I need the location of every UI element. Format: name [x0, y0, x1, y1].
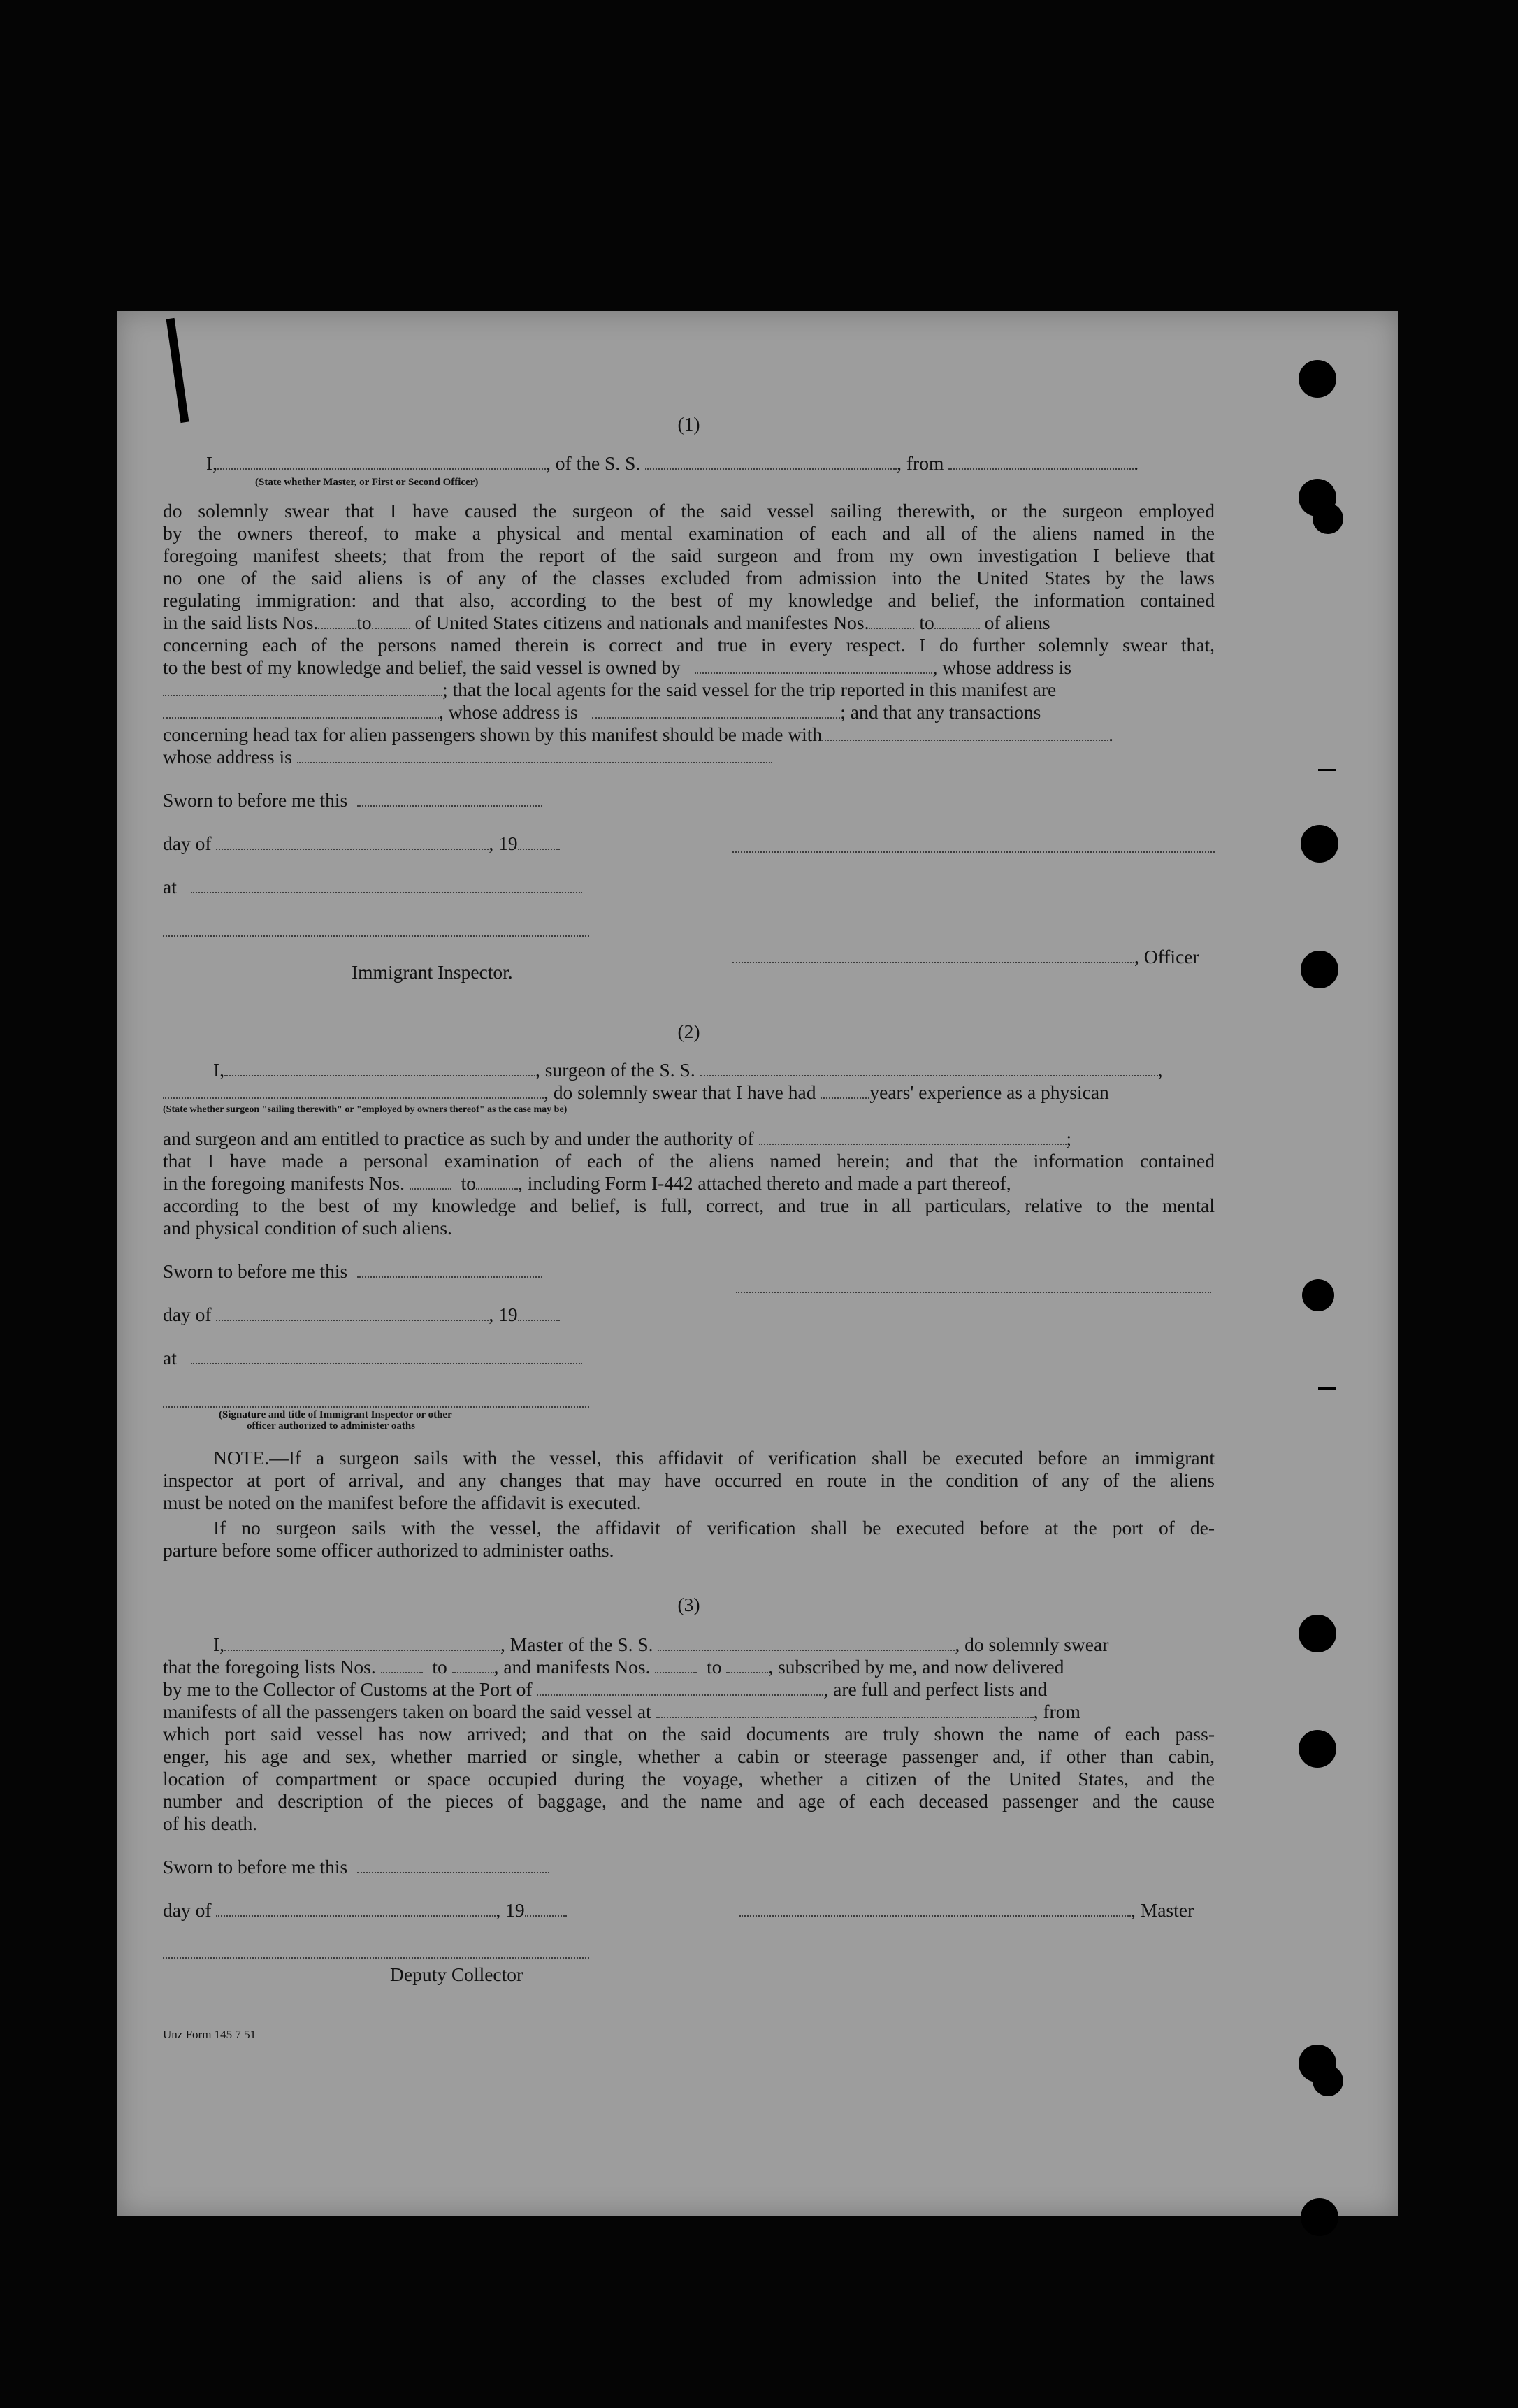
sec1-para-line: do solemnly swear that I have caused the surgeon of the said vessel sailing therewith, or the surgeon employed	[163, 500, 1215, 521]
master-signature-field[interactable]	[739, 1903, 1131, 1917]
agents-address-field[interactable]	[592, 705, 840, 719]
sec2-para-line: and surgeon and am entitled to practice as such by and under the authority of ;	[163, 1127, 1072, 1149]
punch-hole	[1313, 2065, 1343, 2096]
sec2-para-line: that I have made a personal examination of each of the aliens named herein; and that the information contained	[163, 1150, 1215, 1171]
sec3-day-line: day of , 19	[163, 1899, 1215, 1922]
deputy-signature-field[interactable]	[163, 1945, 589, 1959]
sec2-signature-line[interactable]	[736, 1276, 1211, 1298]
sec3-master-line: , Master	[739, 1899, 1194, 1922]
punch-hole	[1302, 1279, 1334, 1311]
inspector-signature-field[interactable]	[163, 1394, 589, 1408]
punch-hole	[1299, 1615, 1336, 1652]
sec3-para-line: number and description of the pieces of baggage, and the name and age of each deceased passenger and the cause	[163, 1790, 1215, 1812]
sec1-para-line: no one of the said aliens is of any of the classes excluded from admission into the United States by the laws	[163, 567, 1215, 589]
sec1-para-line: to the best of my knowledge and belief, the said vessel is owned by , whose address is	[163, 656, 1072, 678]
sec3-para-line: of his death.	[163, 1812, 258, 1834]
sec1-sworn-line: Sworn to before me this	[163, 789, 1215, 812]
note-line: must be noted on the manifest before the affidavit is executed.	[163, 1492, 642, 1513]
sec2-line-2: , do solemnly swear that I have had years' experience as a physican	[163, 1081, 1215, 1104]
year-field[interactable]	[518, 836, 560, 850]
day-field[interactable]	[216, 836, 489, 850]
manifests-to-field[interactable]	[934, 615, 980, 629]
sec1-line-1: I, , of the S. S. , from .	[206, 452, 1139, 474]
sec2-para-line: according to the best of my knowledge and belief, is full, correct, and true in all particulars, relative to the mental	[163, 1195, 1215, 1216]
sec1-para-line: ; that the local agents for the said vessel for the trip reported in this manifest are	[163, 679, 1215, 701]
form-page	[117, 311, 1398, 2216]
inspector-signature-field[interactable]	[163, 923, 589, 937]
master-vessel-field[interactable]	[658, 1637, 955, 1651]
sec1-para-line: concerning each of the persons named therein is correct and true in every respect. I do further solemnly swear that,	[163, 634, 1215, 656]
sec3-line-1: I, , Master of the S. S. , do solemnly swear	[213, 1634, 1109, 1655]
section-2-number: (2)	[677, 1021, 700, 1042]
edge-dash-mark	[1318, 769, 1336, 771]
surgeon-name-field[interactable]	[224, 1062, 535, 1076]
manifests-from-field[interactable]	[869, 615, 914, 629]
punch-hole	[1301, 951, 1338, 988]
manifests-to-field[interactable]	[476, 1176, 518, 1190]
owner-address-field[interactable]	[163, 682, 442, 696]
edge-dash-mark	[1318, 1387, 1336, 1390]
lists-to-field[interactable]	[452, 1659, 494, 1673]
manifests-from-field[interactable]	[410, 1176, 451, 1190]
sworn-date-field[interactable]	[357, 1264, 542, 1278]
agents-field[interactable]	[163, 705, 439, 719]
sec2-para-line: and physical condition of such aliens.	[163, 1217, 452, 1239]
from-port-field[interactable]	[948, 456, 1134, 470]
sec1-at-line: at	[163, 876, 1215, 898]
note-line: parture before some officer authorized to administer oaths.	[163, 1539, 614, 1561]
sec2-sig-note-2: officer authorized to administer oaths	[247, 1420, 416, 1432]
sec1-para-line: foregoing manifest sheets; that from the report of the said surgeon and from my own investigation I believe that	[163, 545, 1215, 566]
owner-field[interactable]	[695, 660, 932, 674]
note-line: NOTE.—If a surgeon sails with the vessel, this affidavit of verification shall be executed before an immigrant	[213, 1447, 1215, 1469]
sec2-status-note: (State whether surgeon "sailing therewith" or "employed by owners thereof" as the case may be)	[163, 1104, 568, 1115]
at-field[interactable]	[191, 879, 582, 893]
sec3-para-line: enger, his age and sex, whether married or single, whether a cabin or steerage passenger and, if other than cabin,	[163, 1745, 1215, 1767]
form-footer: Unz Form 145 7 51	[163, 2028, 256, 2041]
sec2-sworn-line: Sworn to before me this	[163, 1260, 1215, 1283]
sec3-para-line: which port said vessel has now arrived; and that on the said documents are truly shown the name of each pass-	[163, 1723, 1215, 1745]
sec3-para-line: manifests of all the passengers taken on board the said vessel at , from	[163, 1701, 1080, 1722]
vessel-name-field[interactable]	[645, 456, 897, 470]
sec3-para-line: that the foregoing lists Nos. to , and manifests Nos. to , subscribed by me, and now delivered	[163, 1656, 1064, 1678]
head-tax-address-field[interactable]	[297, 749, 772, 763]
sworn-date-field[interactable]	[357, 793, 542, 807]
punch-hole	[1301, 825, 1338, 863]
embark-port-field[interactable]	[656, 1704, 1034, 1718]
lists-from-field[interactable]	[381, 1659, 423, 1673]
sec3-para-line: location of compartment or space occupied during the voyage, whether a citizen of the United States, and the	[163, 1768, 1215, 1789]
at-field[interactable]	[191, 1350, 582, 1364]
day-field[interactable]	[216, 1903, 496, 1917]
sec1-para-line: in the said lists Nos. to of United States citizens and nationals and manifestes Nos. to of aliens	[163, 612, 1050, 633]
punch-hole	[1301, 2198, 1338, 2236]
master-name-field[interactable]	[224, 1637, 500, 1651]
section-3-number: (3)	[677, 1594, 700, 1615]
manifests-from-field[interactable]	[655, 1659, 697, 1673]
note-line: If no surgeon sails with the vessel, the affidavit of verification shall be executed before at the port of de-	[213, 1517, 1215, 1538]
sec3-deputy-sig-line	[163, 1941, 1215, 1963]
authority-field[interactable]	[759, 1131, 1067, 1145]
sec3-sworn-line: Sworn to before me this	[163, 1856, 1215, 1878]
year-field[interactable]	[525, 1903, 567, 1917]
sec2-at-line: at	[163, 1347, 1215, 1369]
deputy-collector-label: Deputy Collector	[390, 1963, 523, 1985]
surgeon-status-field[interactable]	[163, 1085, 544, 1099]
sec2-sig-note-1: (Signature and title of Immigrant Inspector or other	[219, 1409, 452, 1420]
port-field[interactable]	[537, 1682, 823, 1696]
sec1-para-line: , whose address is ; and that any transactions	[163, 701, 1215, 723]
sec2-line-1: I, , surgeon of the S. S. ,	[213, 1059, 1163, 1081]
lists-to-field[interactable]	[372, 615, 410, 629]
sec1-para-line: regulating immigration: and that also, according to the best of my knowledge and belief, the information contained	[163, 589, 1215, 611]
punch-hole	[1313, 503, 1343, 534]
sec1-officer-line: , Officer	[732, 946, 1199, 968]
day-field[interactable]	[216, 1307, 489, 1321]
head-tax-field[interactable]	[822, 727, 1108, 741]
sec2-day-line: day of , 19	[163, 1304, 1215, 1326]
immigrant-inspector-label: Immigrant Inspector.	[352, 961, 513, 983]
sec1-para-line: concerning head tax for alien passengers shown by this manifest should be made with .	[163, 723, 1114, 745]
sec1-inspector-sig-line	[163, 919, 1215, 942]
sec1-para-line: whose address is	[163, 746, 1215, 768]
section-1-number: (1)	[677, 413, 700, 435]
sec1-para-line: by the owners thereof, to make a physical and mental examination of each and all of the aliens named in the	[163, 522, 1215, 544]
sec1-rank-note: (State whether Master, or First or Second Officer)	[255, 477, 479, 488]
manifests-to-field[interactable]	[726, 1659, 768, 1673]
surgeon-vessel-field[interactable]	[700, 1062, 1158, 1076]
sec3-para-line: by me to the Collector of Customs at the Port of , are full and perfect lists and	[163, 1678, 1048, 1700]
punch-hole	[1299, 360, 1336, 398]
year-field[interactable]	[518, 1307, 560, 1321]
sworn-date-field[interactable]	[357, 1859, 549, 1873]
officer-rank-field[interactable]	[217, 456, 546, 470]
officer-signature-field[interactable]	[732, 949, 1134, 963]
sec2-para-line: in the foregoing manifests Nos. to , including Form I-442 attached thereto and made a part thereof,	[163, 1172, 1011, 1194]
lists-from-field[interactable]	[318, 615, 356, 629]
edge-tear-mark	[166, 318, 189, 423]
sec1-day-line: day of , 19	[163, 832, 1215, 855]
sec1-signature-line[interactable]	[732, 835, 1215, 858]
punch-hole	[1299, 1730, 1336, 1768]
note-line: inspector at port of arrival, and any changes that may have occurred en route in the condition of any of the aliens	[163, 1469, 1215, 1491]
years-experience-field[interactable]	[821, 1085, 869, 1099]
